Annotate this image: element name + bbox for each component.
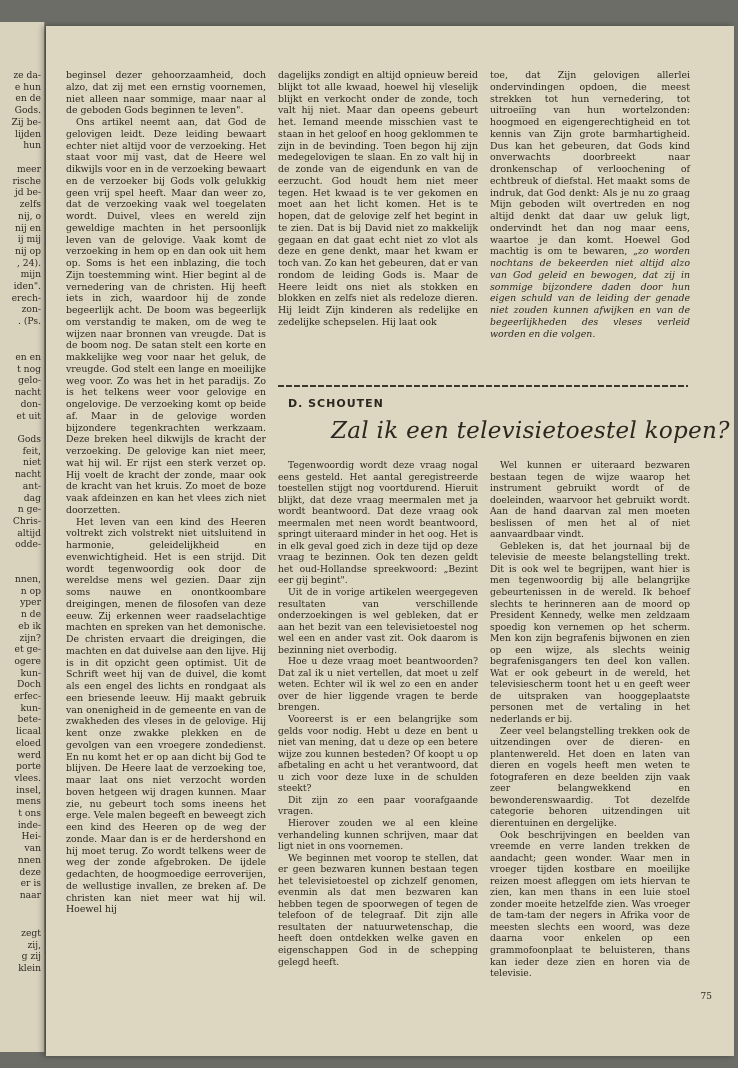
paragraph: Uit de in vorige artikelen weergegeven resultaten van verschillende onderzoekingen is wel gebleken, dat er aan het bezit van een televisietoestel nog wel een en ander vast zit. Ook daarom is bezinning niet overbodig. — [278, 587, 478, 656]
section-divider — [278, 385, 688, 387]
paragraph: Dit zijn zo een paar voorafgaande vragen. — [278, 794, 478, 818]
paragraph: Gebleken is, dat het journaal bij de televisie de meeste belangstelling trekt. Dit is ook wel te begrijpen, want hier is men tegenwoordig bij alle belangrijke gebeurtenissen in de wereld. Ik behoef slechts te herinneren aan de moord op President Kennedy, welke men zeldzaam spoedig kon vernemen op het scherm. Men kon zijn begrafenis bijwonen en zien op een wijze, als slechts weinig begrafenisgangers ten deel kon vallen. Wat er ook gebeurt in de wereld, het televisiescherm toont het u en geeft weer de uitspraken van hooggeplaatste personen met de vertaling in het nederlands er bij. — [490, 540, 690, 726]
paragraph: Hoe u deze vraag moet beantwoorden? Dat zal ik u niet vertellen, dat moet u zelf weten. Echter wil ik wel zo een en ander over de hier liggende vragen te berde brengen. — [278, 656, 478, 714]
paragraph: Ook beschrijvingen en beelden van vreemde en verre landen trekken de aandacht; geen wonder. Waar men in vroeger tijden kostbare en moeilijke reizen moest afleggen om iets hiervan te zien, kan men thans in een luie stoel zonder moeite hetzelfde zien. Was vroeger de tam-tam der negers in Afrika voor de meesten slechts een woord, was deze daarna voor enkelen op een grammofoonplaat te beluisteren, thans kan ieder deze zien en horen via de televisie. — [490, 829, 690, 980]
magazine-page — [46, 26, 734, 1056]
paragraph: Het leven van een kind des Heeren voltrekt zich volstrekt niet uitsluitend in harmonie, geleidelijkheid en evenwichtigheid. Het is een strijd. Dit wordt tegenwoordig ook door de wereldse mens wel gezien. Daar zijn soms nauwe en onontkoombare dreigingen, menen de filosofen van deze eeuw. Zij erkennen weer raadselachtige machten en spreken van het demonische. De christen ervaart die dreigingen, die machten en dat duivelse aan den lijve. Hij is in dit opzicht geen optimist. Uit de Schrift weet hij van de duivel, die komt als een engel des lichts en rondgaat als een briesende leeuw. Hij maakt gebruik van onenigheid in de gemeente en van de zwakheden des vleses in de gelovige. Hij kent onze zwakke plekken en de gevolgen van een vroegere zondedienst. En nu komt het er op aan dicht bij God te blijven. De Heere laat de verzoeking toe, maar laat ons niet verzocht worden boven hetgeen wij dragen kunnen. Maar zie, nu gebeurt toch soms ineens het erge. Vele malen begeeft en beweegt zich een kind des Heeren op de weg der zonde. Maar dan is er de herdershond en hij moet terug. Zo wordt telkens weer de weg der zonde afgebroken. De ijdele gedachten, de hoogmoedige eerroverijen, de wellustige invallen, ze breken af. De christen kan niet meer wat hij wil. Hoewel hij — [66, 516, 266, 916]
paragraph: Vooreerst is er een belangrijke som gelds voor nodig. Hebt u deze en bent u niet van mening, dat u deze op een betere wijze zou kunnen besteden? Of koopt u op afbetaling en acht u het verantwoord, dat u zich voor deze luxe in de schulden steekt? — [278, 714, 478, 795]
paragraph: We beginnen met voorop te stellen, dat er geen bezwaren kunnen bestaan tegen het televisietoestel op zichzelf genomen, evenmin als dat men bezwaren kan hebben tegen de spoorwegen of tegen de telefoon of de telegraaf. Dit zijn alle resultaten der natuurwetenschap, die heeft doen ontdekken welke gaven en eigenschappen God in de schepping gelegd heeft. — [278, 852, 478, 968]
margin-text-block: meer rische jd be- zelfs nij, o nij en ij mij nij op , 24). mijn iden". erech- zon- . (Ps. — [11, 164, 41, 328]
column-2 — [278, 70, 478, 329]
paragraph: Wel kunnen er uiteraard bezwaren bestaan tegen de wijze waarop het instrument gebruikt wordt of de doeleinden, waarvoor het gebruikt wordt. Aan de hand daarvan zal men moeten beslissen of men het al of niet aanvaardbaar vindt. — [490, 460, 690, 541]
column-3 — [490, 70, 690, 340]
margin-text-block: Gods feit, niet nacht ant- dag n ge- Chris- altijd odde- — [12, 434, 41, 551]
article-author: D. SCHOUTEN — [288, 397, 384, 410]
article-column-b — [490, 460, 690, 980]
paragraph: Ons artikel neemt aan, dat God de gelovigen leidt. Deze leiding bewaart echter niet altijd voor de verzoeking. Het staat voor mij vast, dat de Heere wel dikwijls voor en in de verzoeking bewaart en de verzoeker bij Gods volk gelukkig geen vrij spel heeft. Maar dan weer zo, dat de verzoeking vaak wel toegelaten wordt. Duivel, vlees en wereld zijn geweldige machten in het persoonlijk leven van de gelovige. Vaak komt de verzoeking in hem op en dan ook uit hem op. Soms is het een inblazing, die toch Zijn toestemming wint. Hier begint al de vernedering van de christen. Hij heeft iets in zich, waardoor hij de zonde begeerlijk acht. De boom was begeerlijk om verstandig te maken, om de weg te wijzen naar bronnen van vreugde. Dat is de boom nog. De satan stelt een korte en makkelijke weg voor naar het geluk, de vreugde. God stelt een lange en moeilijke weg voor. Zo was het in het paradijs. Zo is het telkens weer voor gelovige en ongelovige. De verzoeking komt op beide af. Maar in de gelovige worden bijzondere tegenkrachten werkzaam. Deze breken heel dikwijls de kracht der verzoeking. De gelovige kan niet meer, wat hij wil. Er rijst een sterk verzet op. Hij voelt de kracht der zonde, maar ook de kracht van het kruis. Zo moet de boze vaak afdeinzen en kan het vlees zich niet doorzetten. — [66, 117, 266, 516]
margin-text-block: zegt zij, g zij klein — [18, 928, 41, 975]
paragraph: Tegenwoordig wordt deze vraag nogal eens gesteld. Het aantal geregistreerde toestellen stijgt nog voortdurend. Hieruit blijkt, dat deze vraag meermalen met ja wordt beantwoord. Dat deze vraag ook meermalen met neen wordt beantwoord, springt uiteraard minder in het oog. Het is in elk geval goed zich in deze tijd op deze vraag te bezinnen. Ook ten dezen geldt het oud-Hollandse spreekwoord: „Bezint eer gij begint". — [278, 460, 478, 587]
column-1 — [66, 70, 266, 916]
paragraph: Hierover zouden we al een kleine verhandeling kunnen schrijven, maar dat ligt niet in ons voornemen. — [278, 817, 478, 853]
paragraph: toe, dat Zijn gelovigen allerlei ondervindingen opdoen, die meest strekken tot hun vernedering, tot uitroeiïng van hun wortelzonden: hoogmoed en eigengerechtigheid en tot kennis van Zijn grote barmhartigheid. Dus kan het gebeuren, dat Gods kind onverwachts doorbreekt naar dronkenschap of verloochening of echtbreuk of diefstal. Het maakt soms de indruk, dat God denkt: Als je nu zo graag Mijn geboden wilt overtreden en nog altijd denkt dat daar uw geluk ligt, ondervindt het dan nog maar eens, waartoe je dan komt. Hoewel God machtig is om te bewaren, „zo worden nochtans de bekeerden niet altijd alzo van God geleid en bewogen, dat zij in sommige bijzondere daden door hun eigen schuld van de leiding der genade niet zouden kunnen afwijken en van de begeerlijkheden des vleses verleid worden en die volgen. — [490, 70, 690, 340]
article-column-a — [278, 460, 478, 968]
paragraph: dagelijks zondigt en altijd opnieuw bereid blijkt tot alle kwaad, hoewel hij vleselijk blijkt en verkocht onder de zonde, toch valt hij niet. Maar dan opeens gebeurt het. Iemand meende misschien vast te staan in het geloof en hoog geklommen te zijn in de bevinding. Toen begon hij zijn medegelovigen te slaan. En zo valt hij in de zonde van de eigendunk en van de eerzucht. God houdt hem niet meer tegen. Het kwaad is te ver gekomen en moet aan het licht komen. Het is te hopen, dat de gelovige zelf het begint in te zien. Dat is bij David niet zo makkelijk gegaan en dat gaat echt niet zo vlot als deze en gene denkt, maar het kwam er toch van. Zo kan het gebeuren, dat er van rondom de leiding Gods is. Maar de Heere leidt ons niet als stokken en blokken en zelfs niet als redeloze dieren. Hij leidt Zijn kinderen als redelijke en zedelijke schepselen. Hij laat ook — [278, 70, 478, 328]
paragraph: Zeer veel belangstelling trekken ook de uitzendingen over de dieren- en plantenwereld. Het doen en laten van dieren en vogels heeft men weten te fotograferen en deze beelden zijn vaak zeer belangwekkend en bewonderenswaardig. Tot dezelfde categorie behoren uitzendingen uit dierentuinen en dergelijke. — [490, 725, 690, 829]
paragraph: beginsel dezer gehoorzaamheid, doch alzo, dat zij met een ernstig voornemen, niet alleen naar sommige, maar naar al de geboden Gods beginnen te leven". — [66, 70, 266, 117]
previous-page-edge — [0, 22, 45, 1052]
margin-text-block: ze da- e hun en de Gods. Zij be- lijden hun — [11, 70, 41, 152]
margin-text-block: en en t nog gelo- nacht don- et uit — [14, 352, 41, 422]
page-number: 75 — [700, 992, 712, 1002]
article-title: Zal ik een televisietoestel kopen? — [331, 418, 730, 444]
margin-text-block: nnen, n op yper n de eb ik zijn? et ge- ogere kun- Doch erfec- kun- bete- licaal eloed werd porte vlees. insel, mens t ons inde- Hei- van nnen deze er is naar — [14, 574, 41, 901]
